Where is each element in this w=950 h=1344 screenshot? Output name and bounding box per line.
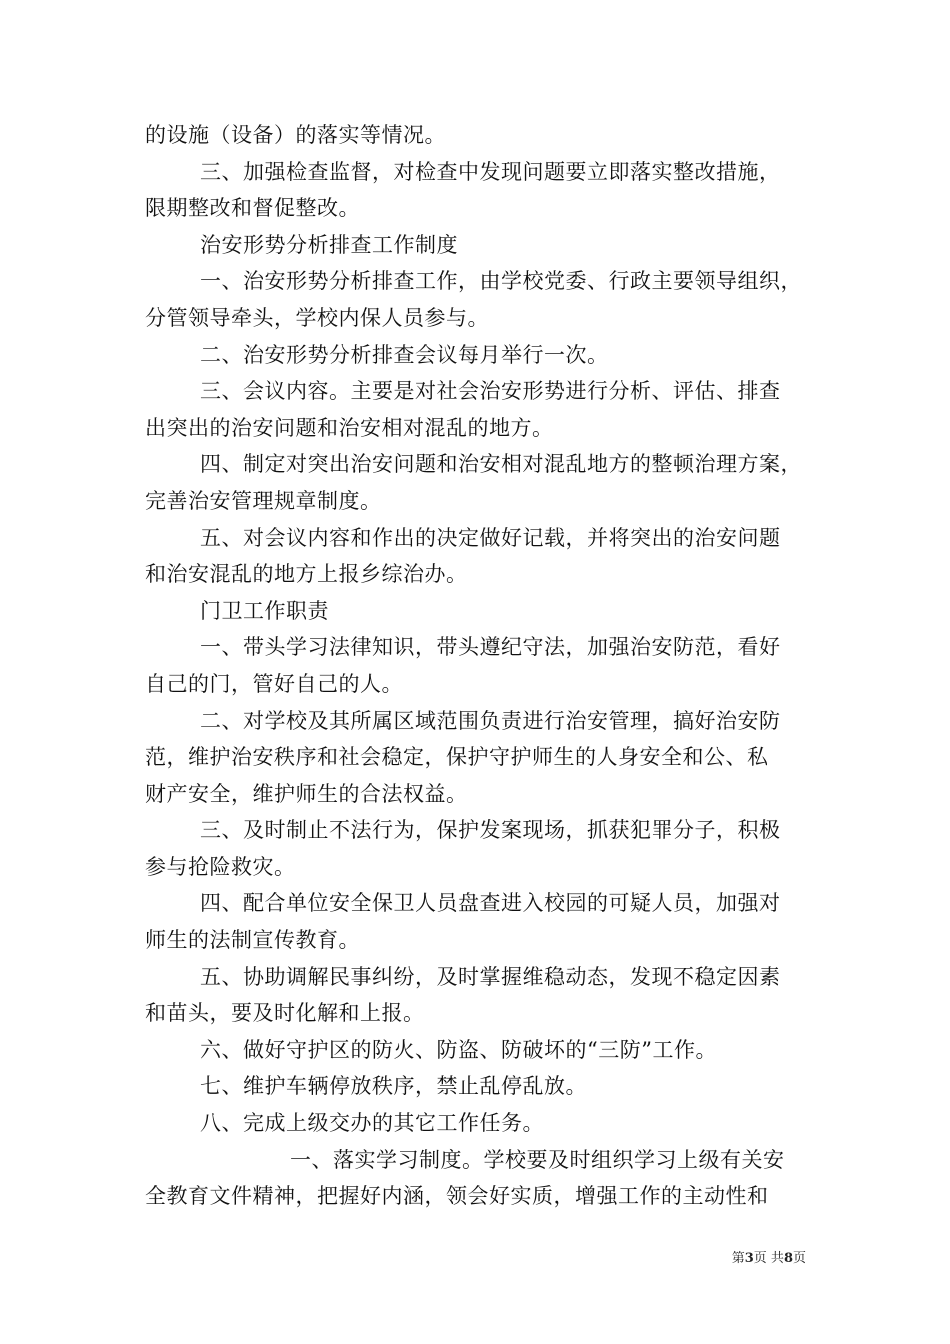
text-line: 师生的法制宣传教育。 (145, 928, 360, 953)
text-line: 一、治安形势分析排查工作，由学校党委、行政主要领导组织， (200, 269, 802, 294)
text-line: 三、加强检查监督，对检查中发现问题要立即落实整改措施， (200, 159, 781, 184)
text-line: 财产安全，维护师生的合法权益。 (145, 781, 468, 806)
footer-prefix: 第 (731, 1251, 745, 1266)
text-line: 六、做好守护区的防火、防盗、防破坏的“三防”工作。 (200, 1037, 717, 1062)
text-line: 参与抢险救灾。 (145, 854, 296, 879)
text-line: 八、完成上级交办的其它工作任务。 (200, 1111, 544, 1136)
text-line: 的设施（设备）的落实等情况。 (145, 123, 446, 147)
document-body (145, 117, 815, 1215)
text-line: 完善治安管理规章制度。 (145, 488, 382, 513)
text-line: 和苗头，要及时化解和上报。 (145, 1001, 425, 1026)
text-line: 范，维护治安秩序和社会稳定，保护守护师生的人身安全和公、私 (145, 745, 769, 770)
text-line: 五、对会议内容和作出的决定做好记载，并将突出的治安问题 (200, 525, 781, 550)
text-line: 一、落实学习制度。学校要及时组织学习上级有关安 (290, 1147, 785, 1172)
footer-suffix: 页 (792, 1251, 806, 1266)
footer-middle: 页 共 (753, 1251, 784, 1266)
text-line: 三、及时制止不法行为，保护发案现场，抓获犯罪分子，积极 (200, 818, 781, 843)
text-line: 出突出的治安问题和治安相对混乱的地方。 (145, 415, 554, 440)
text-line: 分管领导牵头，学校内保人员参与。 (145, 305, 489, 330)
text-line: 五、协助调解民事纠纷，及时掌握维稳动态，发现不稳定因素 (200, 964, 781, 989)
text-line: 四、制定对突出治安问题和治安相对混乱地方的整顿治理方案， (200, 452, 802, 477)
text-line: 三、会议内容。主要是对社会治安形势进行分析、评估、排查 (200, 379, 781, 404)
text-line: 二、对学校及其所属区域范围负责进行治安管理，搞好治安防 (200, 708, 781, 733)
text-line: 二、治安形势分析排查会议每月举行一次。 (200, 342, 609, 367)
section-heading: 治安形势分析排查工作制度 (200, 232, 458, 257)
text-line: 七、维护车辆停放秩序，禁止乱停乱放。 (200, 1074, 587, 1099)
total-page-number: 8 (783, 1251, 793, 1266)
text-line: 全教育文件精神，把握好内涵，领会好实质，增强工作的主动性和 (145, 1184, 769, 1209)
section-heading: 门卫工作职责 (200, 598, 329, 623)
current-page-number: 3 (744, 1251, 754, 1266)
text-line: 四、配合单位安全保卫人员盘查进入校园的可疑人员，加强对 (200, 891, 781, 916)
page-number-footer (0, 1247, 806, 1266)
text-line: 限期整改和督促整改。 (145, 196, 360, 221)
text-line: 一、带头学习法律知识，带头遵纪守法，加强治安防范，看好 (200, 635, 781, 660)
text-line: 自己的门，管好自己的人。 (145, 671, 403, 696)
text-line: 和治安混乱的地方上报乡综治办。 (145, 562, 468, 587)
